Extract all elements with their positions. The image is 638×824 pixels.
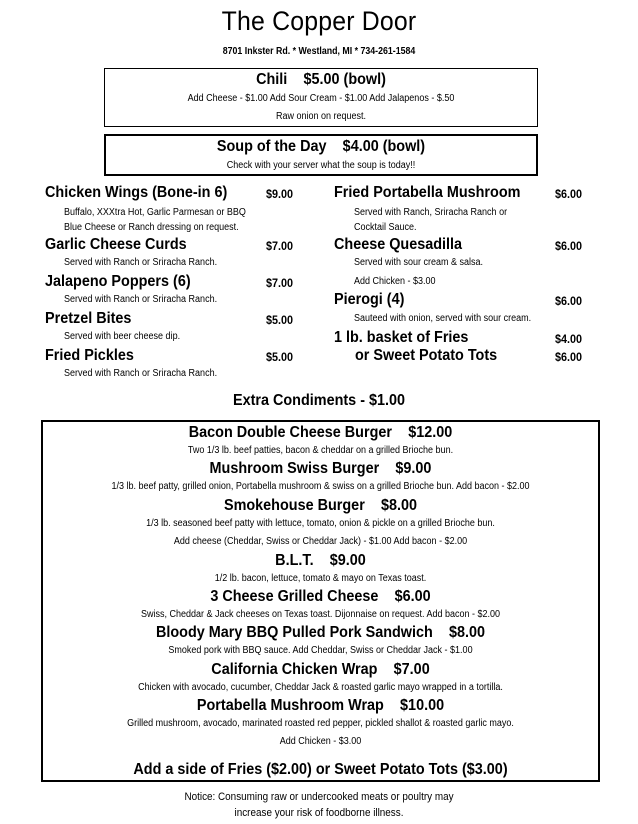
menu-item-desc: Served with Ranch or Sriracha Ranch. xyxy=(64,368,218,379)
menu-item-desc: Served with Ranch, Sriracha Ranch or xyxy=(354,207,508,218)
menu-item-price: $6.00 xyxy=(394,588,431,605)
menu-item-desc: Sauteed with onion, served with sour cream. xyxy=(354,313,532,324)
menu-item-name: Jalapeno Poppers (6) xyxy=(45,273,191,290)
chili-heading xyxy=(127,71,516,89)
menu-item-heading xyxy=(71,661,571,679)
soup-name: Soup of the Day xyxy=(216,138,327,155)
menu-item-heading xyxy=(71,588,571,606)
menu-item-desc: Swiss, Cheddar & Jack cheeses on Texas toast. Dijonnaise on request. Add bacon - $2.00 xyxy=(140,609,501,620)
menu-item-name: B.L.T. xyxy=(275,552,314,569)
menu-item-desc: Served with Ranch or Sriracha Ranch. xyxy=(64,294,218,305)
chili-addons: Add Cheese - $1.00 Add Sour Cream - $1.00 Add Jalapenos - $.50 xyxy=(187,93,455,104)
menu-item-desc: Chicken with avocado, cucumber, Cheddar Jack & roasted garlic mayo wrapped in a tortilla. xyxy=(138,682,503,693)
chili-box xyxy=(104,68,538,127)
menu-item-price: $6.00 xyxy=(555,239,583,253)
menu-item-price: $9.00 xyxy=(395,460,432,477)
menu-item-price: $9.00 xyxy=(266,187,294,201)
menu-item-desc: Add cheese (Cheddar, Swiss or Cheddar Jack) - $1.00 Add bacon - $2.00 xyxy=(173,536,468,547)
menu-item-price: $8.00 xyxy=(380,497,418,514)
menu-item-heading xyxy=(71,697,571,715)
menu-item-heading xyxy=(71,624,571,642)
chili-note: Raw onion on request. xyxy=(275,111,367,122)
menu-item-name: Bacon Double Cheese Burger xyxy=(188,424,392,441)
menu-item-name: 1 lb. basket of Fries xyxy=(334,329,469,346)
menu-item-heading xyxy=(71,497,571,515)
side-offer: Add a side of Fries ($2.00) or Sweet Potato Tots ($3.00) xyxy=(133,761,508,778)
menu-item-name: Chicken Wings (Bone-in 6) xyxy=(45,184,228,201)
chili-price: $5.00 (bowl) xyxy=(303,71,386,88)
menu-item-name: Cheese Quesadilla xyxy=(334,236,463,253)
menu-item-desc: Two 1/3 lb. beef patties, bacon & cheddar on a grilled Brioche bun. xyxy=(187,445,454,456)
sandwich-section xyxy=(41,420,600,782)
soup-box xyxy=(104,134,538,176)
menu-item-price: $5.00 xyxy=(266,350,294,364)
soup-price: $4.00 (bowl) xyxy=(342,138,426,155)
menu-item-desc: 1/3 lb. beef patty, grilled onion, Portabella mushroom & swiss on a grilled Brioche bun. Add bacon - $2.00 xyxy=(111,481,530,492)
menu-item-price: $9.00 xyxy=(329,552,366,569)
menu-item-name: Portabella Mushroom Wrap xyxy=(196,697,384,714)
menu-item-name: 3 Cheese Grilled Cheese xyxy=(210,588,379,605)
menu-item-name: Pretzel Bites xyxy=(45,310,132,327)
menu-item-desc: Grilled mushroom, avocado, marinated roasted red pepper, pickled shallot & roasted garlic mayo. xyxy=(127,718,514,729)
menu-item-price: $12.00 xyxy=(408,424,453,441)
menu-item-heading xyxy=(71,460,571,478)
menu-item-price: $6.00 xyxy=(555,187,583,201)
menu-item-name: or Sweet Potato Tots xyxy=(355,347,498,364)
menu-item-desc: 1/2 lb. bacon, lettuce, tomato & mayo on Texas toast. xyxy=(214,573,427,584)
menu-item-price: $8.00 xyxy=(449,624,486,641)
chili-name: Chili xyxy=(256,71,288,88)
menu-item-name: Mushroom Swiss Burger xyxy=(209,460,380,477)
menu-item-name: Pierogi (4) xyxy=(334,291,405,308)
menu-item-desc: Add Chicken - $3.00 xyxy=(354,276,436,287)
food-safety-notice: increase your risk of foodborne illness. xyxy=(234,807,404,819)
menu-item-price: $6.00 xyxy=(555,294,583,308)
menu-item-name: Fried Portabella Mushroom xyxy=(334,184,521,201)
menu-item-name: Fried Pickles xyxy=(45,347,134,364)
soup-heading xyxy=(128,138,515,156)
menu-item-price: $7.00 xyxy=(266,276,294,290)
extra-condiments: Extra Condiments - $1.00 xyxy=(232,392,406,409)
menu-item-price: $10.00 xyxy=(400,697,445,714)
menu-item-heading xyxy=(71,424,571,442)
menu-item-desc: Blue Cheese or Ranch dressing on request. xyxy=(64,222,239,233)
menu-item-desc: 1/3 lb. seasoned beef patty with lettuce, tomato, onion & pickle on a grilled Brioche bun. xyxy=(146,518,495,529)
menu-item-desc: Cocktail Sauce. xyxy=(354,222,417,233)
menu-item-name: Smokehouse Burger xyxy=(223,497,365,514)
restaurant-name: The Copper Door xyxy=(221,6,417,36)
soup-note: Check with your server what the soup is today!! xyxy=(226,160,416,171)
menu-item-name: Bloody Mary BBQ Pulled Pork Sandwich xyxy=(155,624,433,641)
menu-item-price: $4.00 xyxy=(555,332,583,346)
restaurant-address: 8701 Inkster Rd. * Westland, MI * 734-261-1584 xyxy=(222,46,416,57)
menu-item-name: Garlic Cheese Curds xyxy=(45,236,187,253)
food-safety-notice: Notice: Consuming raw or undercooked meats or poultry may xyxy=(184,791,454,803)
menu-item-desc: Served with sour cream & salsa. xyxy=(354,257,484,268)
menu-item-desc: Buffalo, XXXtra Hot, Garlic Parmesan or BBQ xyxy=(64,207,246,218)
menu-item-desc: Smoked pork with BBQ sauce. Add Cheddar, Swiss or Cheddar Jack - $1.00 xyxy=(168,645,473,656)
menu-item-heading xyxy=(71,552,571,570)
menu-item-desc: Served with Ranch or Sriracha Ranch. xyxy=(64,257,218,268)
menu-item-desc: Served with beer cheese dip. xyxy=(64,331,181,342)
menu-item-price: $6.00 xyxy=(555,350,583,364)
menu-item-name: California Chicken Wrap xyxy=(211,661,378,678)
menu-item-price: $7.00 xyxy=(266,239,294,253)
menu-item-desc: Add Chicken - $3.00 xyxy=(279,736,362,747)
menu-item-price: $7.00 xyxy=(393,661,430,678)
menu-item-price: $5.00 xyxy=(266,313,294,327)
